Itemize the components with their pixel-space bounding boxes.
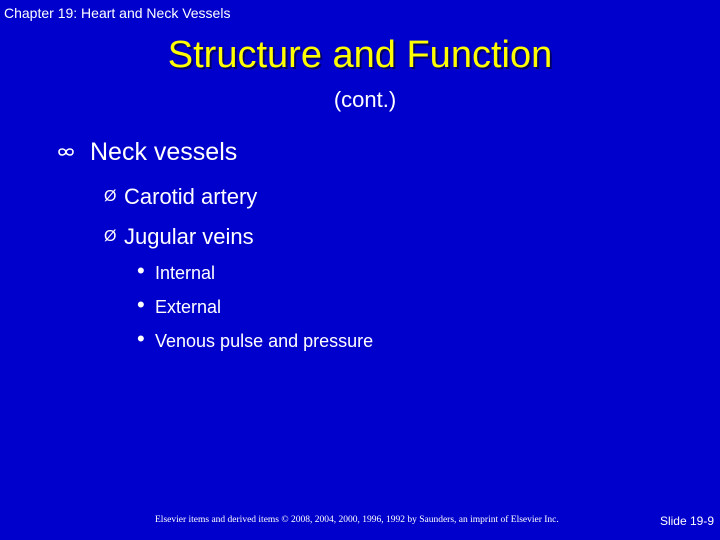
bullet-text: Jugular veins [124,224,254,249]
slide-number: Slide 19-9 [659,514,714,528]
dot-bullet-icon: • [137,258,145,283]
copyright-footer: Elsevier items and derived items © 2008, 2004, 2000, 1996, 1992 by Saunders, an imprint of Elsevier Inc. [155,515,559,525]
chapter-header: Chapter 19: Heart and Neck Vessels [4,5,231,21]
slide-subtitle: (cont.) [333,87,397,112]
bullet-text: Internal [155,263,216,283]
arrow-bullet-icon: Ø [104,228,117,245]
bullet-text: Neck vessels [90,138,238,166]
dot-bullet-icon: • [137,326,145,351]
slide-title: Structure and Function [167,34,553,76]
bullet-text: Carotid artery [124,184,258,209]
bullet-text: Venous pulse and pressure [155,331,374,351]
arrow-bullet-icon: Ø [104,188,117,205]
bullet-text: External [155,297,222,317]
loop-bullet-icon [58,147,74,157]
dot-bullet-icon: • [137,292,145,317]
